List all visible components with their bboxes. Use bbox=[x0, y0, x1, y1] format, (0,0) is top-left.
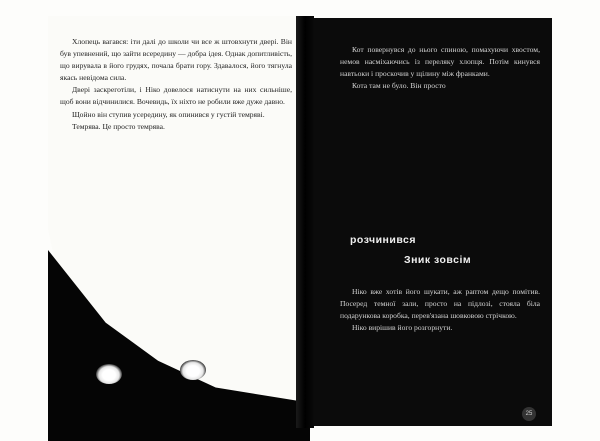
book-spine bbox=[296, 16, 314, 428]
paragraph: Ніко вирішив його розгорнути. bbox=[352, 323, 453, 332]
paragraph: Ніко вже хотів його шукати, аж раптом дещо помітив. Посеред темної зали, просто на підлозі, стояла біла подарункова коробка, перев'язана шовковою стрічкою. bbox=[340, 287, 540, 320]
emphasis-text bbox=[340, 234, 552, 266]
right-page-text-bottom bbox=[340, 286, 540, 334]
glowing-eye-right bbox=[180, 360, 206, 380]
paragraph: Двері заскреготіли, і Ніко довелося натиснути на них сильніше, щоб вони відчинилися. Вочевидь, їх ніхто не робили вже дуже давно. bbox=[60, 85, 292, 107]
paragraph: Кота там не було. Він просто bbox=[352, 81, 446, 90]
paragraph: Щойно він ступив усередину, як опинився у густій темряві. bbox=[72, 109, 265, 119]
right-page-text-top bbox=[340, 44, 540, 92]
paragraph: Кот повернувся до нього спиною, помахуючи хвостом, немов насміхаючись із переляку хлопця. Потім кинувся навтьоки і проскочив у щілину між франками. bbox=[340, 45, 540, 78]
emphasis-line-1: розчинився bbox=[350, 234, 417, 246]
emphasis-line-2: Зник зовсім bbox=[404, 254, 472, 266]
page-number: 25 bbox=[522, 407, 536, 421]
paragraph: Темрява. Це просто темрява. bbox=[72, 121, 165, 131]
glowing-eye-left bbox=[96, 364, 122, 384]
paragraph: Хлопець вагався: іти далі до школи чи все ж штовхнути двері. Він був упевнений, що зайти всередину — добра ідея. Однак допитливість, що вирувала в його грудях, почала брати гору. Здавалося, його тягнула якась невідома сила. bbox=[60, 37, 292, 83]
left-page-text bbox=[60, 36, 292, 133]
